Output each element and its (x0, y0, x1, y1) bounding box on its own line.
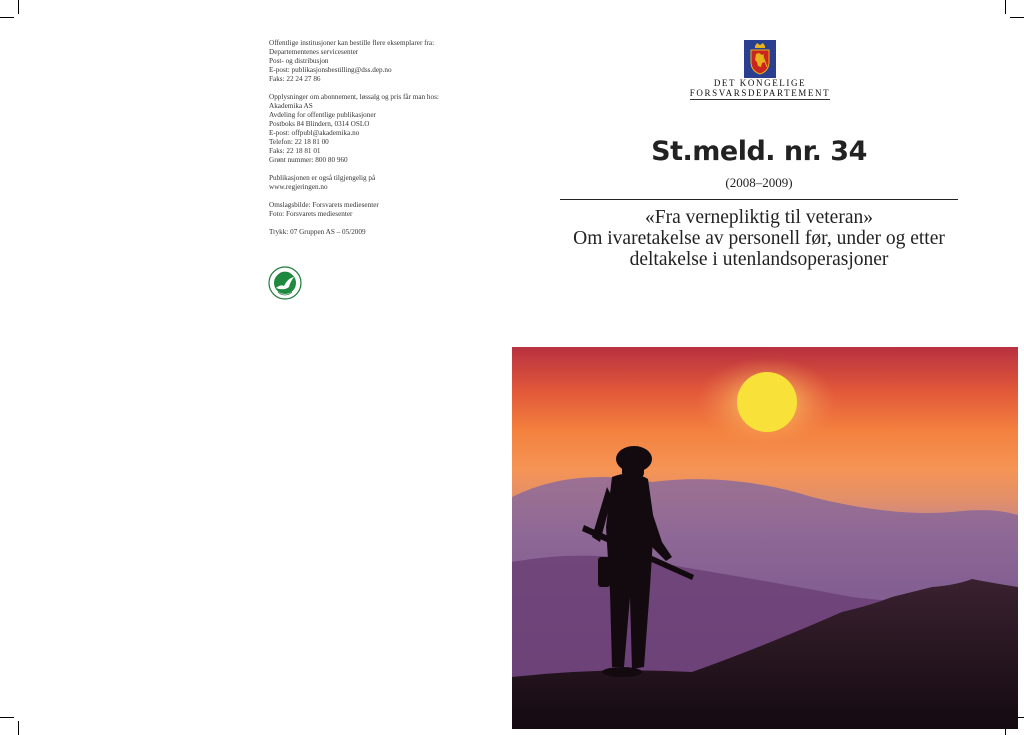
divider (560, 199, 958, 200)
info-line: Publikasjonen er også tilgjengelig på (269, 174, 376, 182)
document-title: St.meld. nr. 34 (651, 136, 867, 167)
ministry-line: DET KONGELIGE (713, 78, 807, 88)
info-line: Trykk: 07 Gruppen AS – 05/2009 (269, 228, 366, 236)
crop-mark (18, 721, 19, 735)
crop-mark (0, 17, 14, 18)
ministry-name (660, 78, 860, 98)
info-line: Avdeling for offentlige publikasjoner (269, 111, 376, 119)
info-line: Postboks 84 Blindern, 0314 OSLO (269, 120, 370, 128)
subtitle-line: Om ivaretakelse av personell før, under og etter (573, 228, 945, 249)
document-subtitle (552, 207, 966, 270)
crop-mark (1010, 17, 1024, 18)
info-line: Faks: 22 18 81 01 (269, 147, 321, 155)
crop-mark (18, 0, 19, 14)
nordic-swan-ecolabel-icon (268, 266, 302, 300)
info-line: E-post: offpubl@akademika.no (269, 129, 360, 137)
norwegian-coat-of-arms-icon (744, 40, 776, 78)
ordering-info (269, 39, 499, 84)
subtitle-line: deltakelse i utenlandsoperasjoner (629, 249, 889, 270)
back-cover-info (269, 39, 499, 246)
document-years: (2008–2009) (725, 175, 793, 190)
info-line: Opplysninger om abonnement, løssalg og pris får man hos: (269, 93, 439, 101)
info-line: E-post: publikasjonsbestilling@dss.dep.no (269, 66, 392, 74)
ministry-line: FORSVARSDEPARTEMENT (689, 88, 831, 98)
divider (690, 99, 830, 100)
info-line: Offentlige institusjoner kan bestille flere eksemplarer fra: (269, 39, 435, 47)
cover-photo (512, 347, 1018, 729)
info-line: Faks: 22 24 27 86 (269, 75, 321, 83)
print-info (269, 228, 499, 237)
sun (737, 372, 797, 432)
photo-credits (269, 201, 499, 219)
subscription-info (269, 93, 499, 165)
info-line: Grønt nummer: 800 80 960 (269, 156, 348, 164)
crop-mark (1005, 0, 1006, 14)
info-line: Departementenes servicesenter (269, 48, 359, 56)
info-line: Post- og distribusjon (269, 57, 329, 65)
info-line: Foto: Forsvarets mediesenter (269, 210, 353, 218)
subtitle-line: «Fra vernepliktig til veteran» (645, 207, 873, 228)
info-line: Akademika AS (269, 102, 313, 110)
crop-mark (0, 717, 14, 718)
info-line: www.regjeringen.no (269, 183, 328, 191)
info-line: Telefon: 22 18 81 00 (269, 138, 329, 146)
online-info (269, 174, 499, 192)
info-line: Omslagsbilde: Forsvarets mediesenter (269, 201, 379, 209)
